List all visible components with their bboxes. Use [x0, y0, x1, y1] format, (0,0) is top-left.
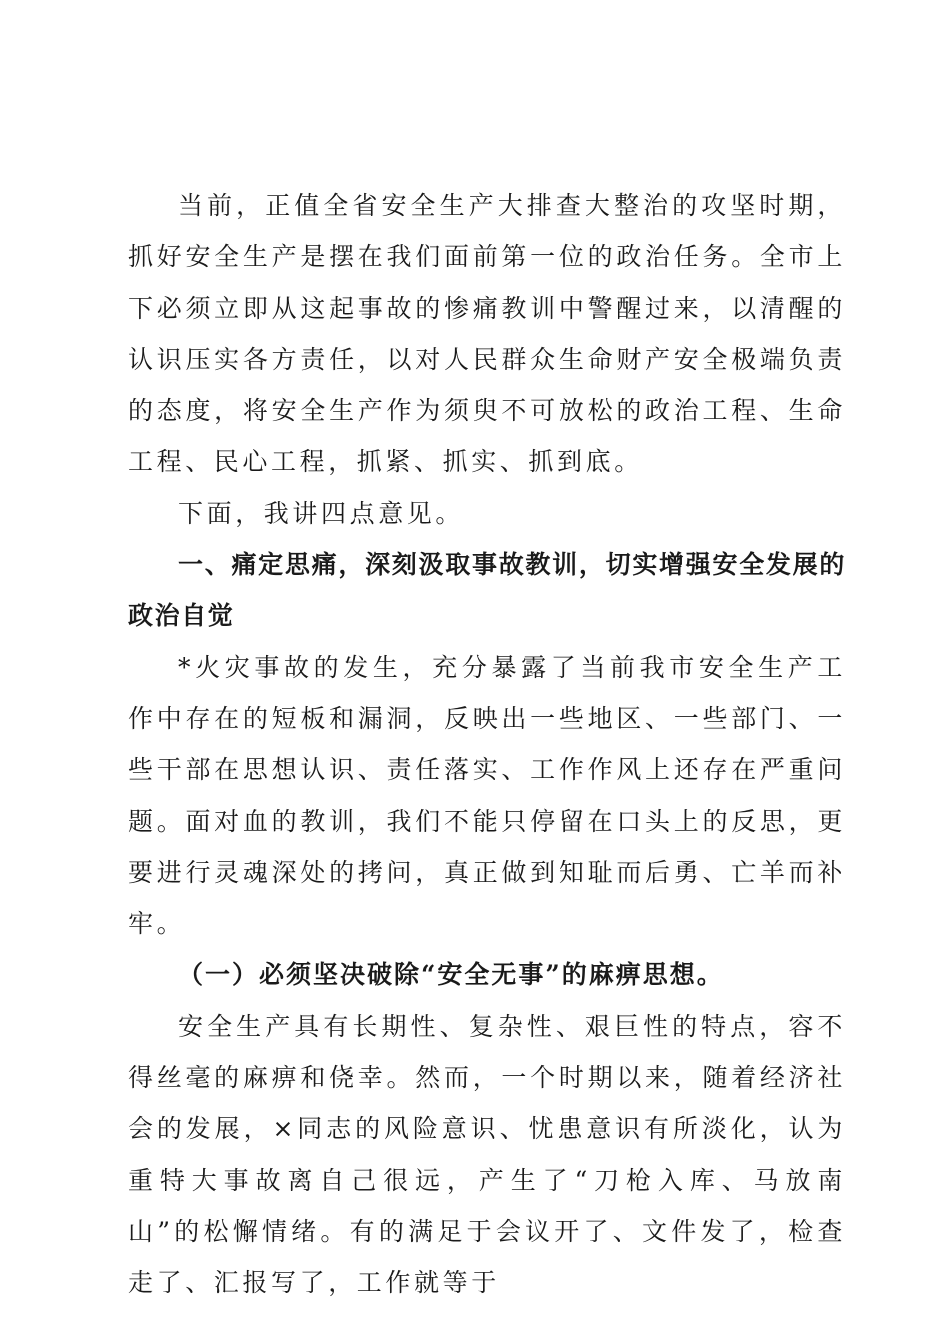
section-heading: 一、痛定思痛，深刻汲取事故教训，切实增强安全发展的政治自觉 [128, 550, 846, 631]
body-paragraph: 安全生产具有长期性、复杂性、艰巨性的特点，容不得丝毫的麻痹和侥幸。然而，一个时期以来，随着经济社会的发展，×同志的风险意识、忧患意识有所淡化，认为重特大事故离自己很远，产生了“刀枪入库、马放南山”的松懈情绪。有的满足于会议开了、文件发了，检查走了、汇报写了，工作就等于 [128, 1011, 846, 1298]
body-paragraph: 下面，我讲四点意见。 [178, 498, 465, 528]
body-paragraph: *火灾事故的发生，充分暴露了当前我市安全生产工作中存在的短板和漏洞，反映出一些地区、一些部门、一些干部在思想认识、责任落实、工作作风上还存在严重问题。面对血的教训，我们不能只停留在口头上的反思，更要进行灵魂深处的拷问，真正做到知耻而后勇、亡羊而补牢。 [128, 652, 846, 939]
document-body [128, 180, 846, 1309]
body-paragraph: 当前，正值全省安全生产大排查大整治的攻坚时期，抓好安全生产是摆在我们面前第一位的政治任务。全市上下必须立即从这起事故的惨痛教训中警醒过来，以清醒的认识压实各方责任，以对人民群众生命财产安全极端负责的态度，将安全生产作为须臾不可放松的政治工程、生命工程、民心工程，抓紧、抓实、抓到底。 [128, 191, 846, 477]
subsection-heading: （一）必须坚决破除“安全无事”的麻痹思想。 [178, 960, 724, 990]
